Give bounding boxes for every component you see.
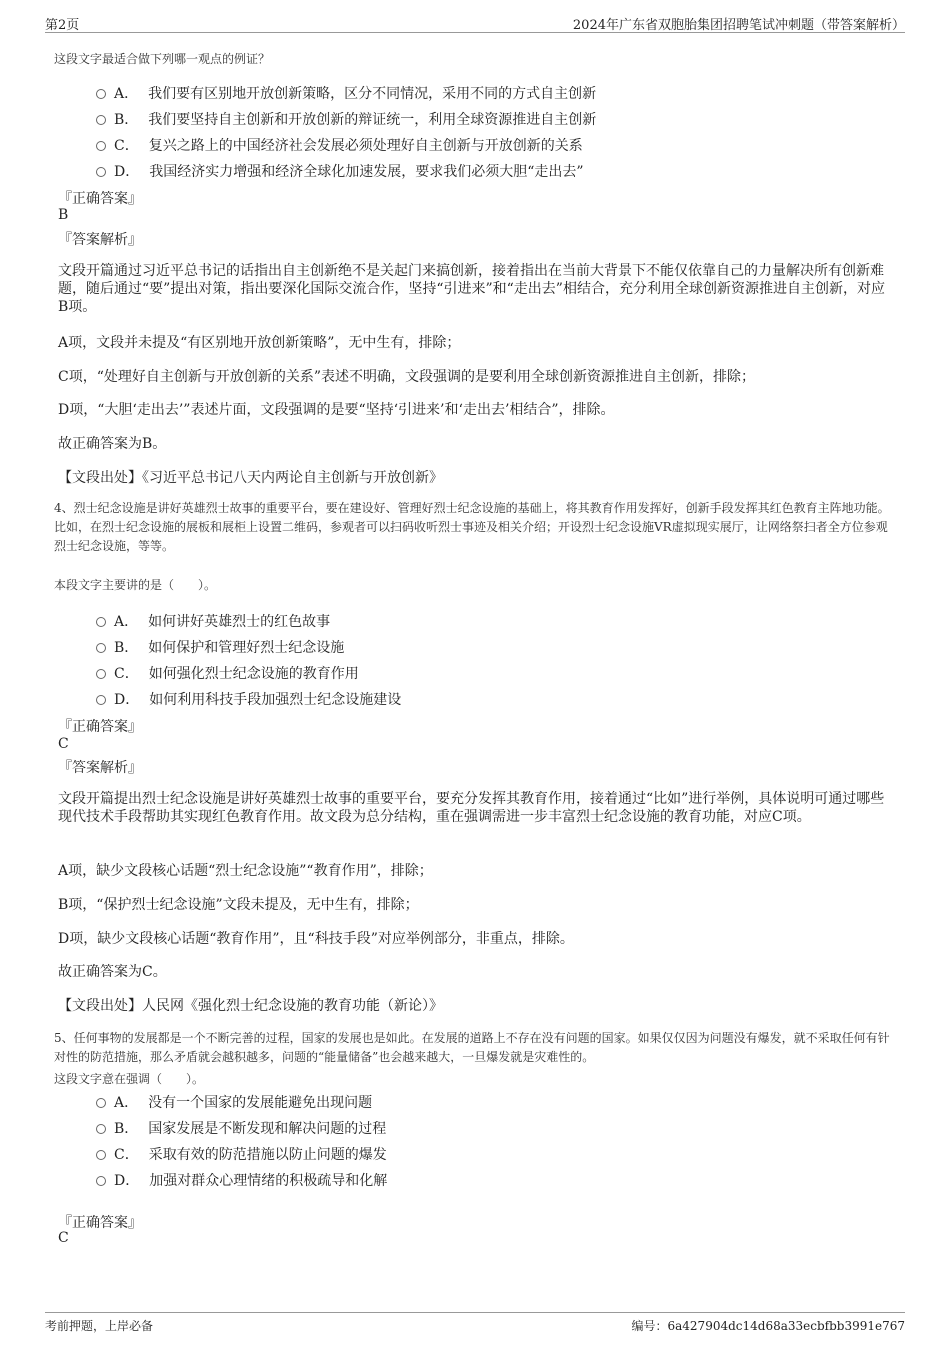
option-text: 复兴之路上的中国经济社会发展必须处理好自主创新与开放创新的关系 — [148, 138, 583, 154]
radio-icon[interactable] — [96, 1124, 106, 1134]
page-header — [45, 14, 905, 33]
option-letter: D． — [114, 692, 140, 708]
q3-item-d: D项，“大胆‘走出去’”表述片面，文段强调的是要“坚持‘引进来’和‘走出去’相结合”，排除。 — [58, 402, 615, 418]
q3-item-c: C项，“处理好自主创新与开放创新的关系”表述不明确，文段强调的是要利用全球创新资源推进自主创新，排除； — [58, 369, 756, 385]
q4-option-d[interactable] — [96, 689, 401, 709]
q3-conclusion: 故正确答案为B。 — [58, 436, 167, 452]
option-text: 加强对群众心理情绪的积极疏导和化解 — [149, 1173, 388, 1189]
q3-option-b[interactable] — [96, 109, 596, 129]
option-text: 我们要坚持自主创新和开放创新的辩证统一，利用全球资源推进自主创新 — [148, 112, 597, 128]
option-text: 如何讲好英雄烈士的红色故事 — [148, 614, 331, 630]
q3-analysis-label: 『答案解析』 — [58, 232, 142, 248]
radio-icon[interactable] — [96, 617, 106, 627]
page-footer — [45, 1312, 905, 1333]
q3-option-a[interactable] — [96, 83, 596, 103]
q3-source: 【文段出处】《习近平总书记八天内两论自主创新与开放创新》 — [58, 470, 443, 486]
q4-option-b[interactable] — [96, 637, 344, 657]
q4-item-a: A项，缺少文段核心话题“烈士纪念设施”“教育作用”，排除； — [58, 863, 433, 879]
option-text: 国家发展是不断发现和解决问题的过程 — [148, 1121, 387, 1137]
q5-answer: C — [58, 1230, 69, 1246]
option-text: 我们要有区别地开放创新策略，区分不同情况，采用不同的方式自主创新 — [148, 86, 597, 102]
option-text: 采取有效的防范措施以防止问题的爆发 — [148, 1147, 387, 1163]
q4-option-a[interactable] — [96, 611, 330, 631]
q3-stem: 这段文字最适合做下列哪一观点的例证？ — [54, 52, 271, 66]
q5-option-c[interactable] — [96, 1144, 387, 1164]
radio-icon[interactable] — [96, 643, 106, 653]
option-letter: C． — [114, 138, 139, 154]
q4-answer-label: 『正确答案』 — [58, 719, 142, 735]
radio-icon[interactable] — [96, 1098, 106, 1108]
q4-stem: 本段文字主要讲的是（ ）。 — [54, 578, 217, 592]
q4-option-c[interactable] — [96, 663, 359, 683]
option-letter: A． — [114, 86, 139, 102]
option-text: 如何保护和管理好烈士纪念设施 — [148, 640, 345, 656]
q3-option-c[interactable] — [96, 135, 583, 155]
q3-option-d[interactable] — [96, 161, 584, 181]
q4-answer: C — [58, 736, 69, 752]
option-letter: D． — [114, 164, 140, 180]
option-text: 我国经济实力增强和经济全球化加速发展，要求我们必须大胆“走出去” — [149, 164, 584, 180]
q5-option-b[interactable] — [96, 1118, 386, 1138]
q5-answer-label: 『正确答案』 — [58, 1215, 142, 1231]
q4-analysis: 文段开篇提出烈士纪念设施是讲好英雄烈士故事的重要平台，要充分发挥其教育作用，接着通过“比如”进行举例，具体说明可通过哪些现代技术手段帮助其实现红色教育作用。故文段为总分结构，重在强调需进一步丰富烈士纪念设施的教育功能，对应C项。 — [58, 791, 885, 825]
q4-item-d: D项，缺少文段核心话题“教育作用”，且“科技手段”对应举例部分，非重点，排除。 — [58, 931, 574, 947]
q3-analysis: 文段开篇通过习近平总书记的话指出自主创新绝不是关起门来搞创新，接着指出在当前大背景下不能仅依靠自己的力量解决所有创新难题，随后通过“要”提出对策，指出要深化国际交流合作，坚持“引进来”和“走出去”相结合，充分利用全球创新资源推进自主创新，对应B项。 — [58, 263, 885, 315]
q4-conclusion: 故正确答案为C。 — [58, 964, 167, 980]
radio-icon[interactable] — [96, 89, 106, 99]
q5-option-a[interactable] — [96, 1092, 372, 1112]
q5-passage: 5、任何事物的发展都是一个不断完善的过程，国家的发展也是如此。在发展的道路上不存在没有问题的国家。如果仅仅因为问题没有爆发，就不采取任何有针对性的防范措施，那么矛盾就会越积越多，问题的“能量储备”也会越来越大，一旦爆发就是灾难性的。 — [54, 1031, 890, 1064]
q5-stem: 这段文字意在强调（ ）。 — [54, 1072, 205, 1086]
document-id: 编号：6a427904dc14d68a33ecbfbb3991e767 — [631, 1319, 905, 1333]
q4-analysis-label: 『答案解析』 — [58, 760, 142, 776]
q4-passage: 4、烈士纪念设施是讲好英雄烈士故事的重要平台，要在建设好、管理好烈士纪念设施的基础上，将其教育作用发挥好，创新手段发挥其红色教育主阵地功能。比如，在烈士纪念设施的展板和展柜上设置二维码，参观者可以扫码收听烈士事迹及相关介绍；开设烈士纪念设施VR虚拟现实展厅，让网络祭扫者全方位参观烈士纪念设施，等等。 — [54, 501, 890, 553]
option-letter: C． — [114, 666, 139, 682]
q3-answer: B — [58, 207, 69, 223]
option-letter: D． — [114, 1173, 140, 1189]
option-text: 如何强化烈士纪念设施的教育作用 — [148, 666, 359, 682]
radio-icon[interactable] — [96, 115, 106, 125]
option-text: 没有一个国家的发展能避免出现问题 — [148, 1095, 373, 1111]
q5-option-d[interactable] — [96, 1170, 387, 1190]
q3-item-a: A项，文段并未提及“有区别地开放创新策略”，无中生有，排除； — [58, 335, 461, 351]
document-title: 2024年广东省双胞胎集团招聘笔试冲刺题（带答案解析） — [572, 18, 905, 33]
radio-icon[interactable] — [96, 669, 106, 679]
option-letter: B． — [114, 640, 139, 656]
option-letter: B． — [114, 1121, 139, 1137]
radio-icon[interactable] — [96, 695, 106, 705]
radio-icon[interactable] — [96, 1150, 106, 1160]
q3-answer-label: 『正确答案』 — [58, 191, 142, 207]
option-letter: A． — [114, 614, 139, 630]
q4-source: 【文段出处】人民网《强化烈士纪念设施的教育功能（新论）》 — [58, 998, 443, 1014]
option-letter: C． — [114, 1147, 139, 1163]
option-letter: B． — [114, 112, 139, 128]
q4-item-b: B项，“保护烈士纪念设施”文段未提及，无中生有，排除； — [58, 897, 419, 913]
page-number: 第2页 — [45, 18, 80, 33]
footer-slogan: 考前押题，上岸必备 — [45, 1319, 154, 1333]
option-letter: A． — [114, 1095, 139, 1111]
radio-icon[interactable] — [96, 1176, 106, 1186]
radio-icon[interactable] — [96, 167, 106, 177]
option-text: 如何利用科技手段加强烈士纪念设施建设 — [149, 692, 402, 708]
radio-icon[interactable] — [96, 141, 106, 151]
